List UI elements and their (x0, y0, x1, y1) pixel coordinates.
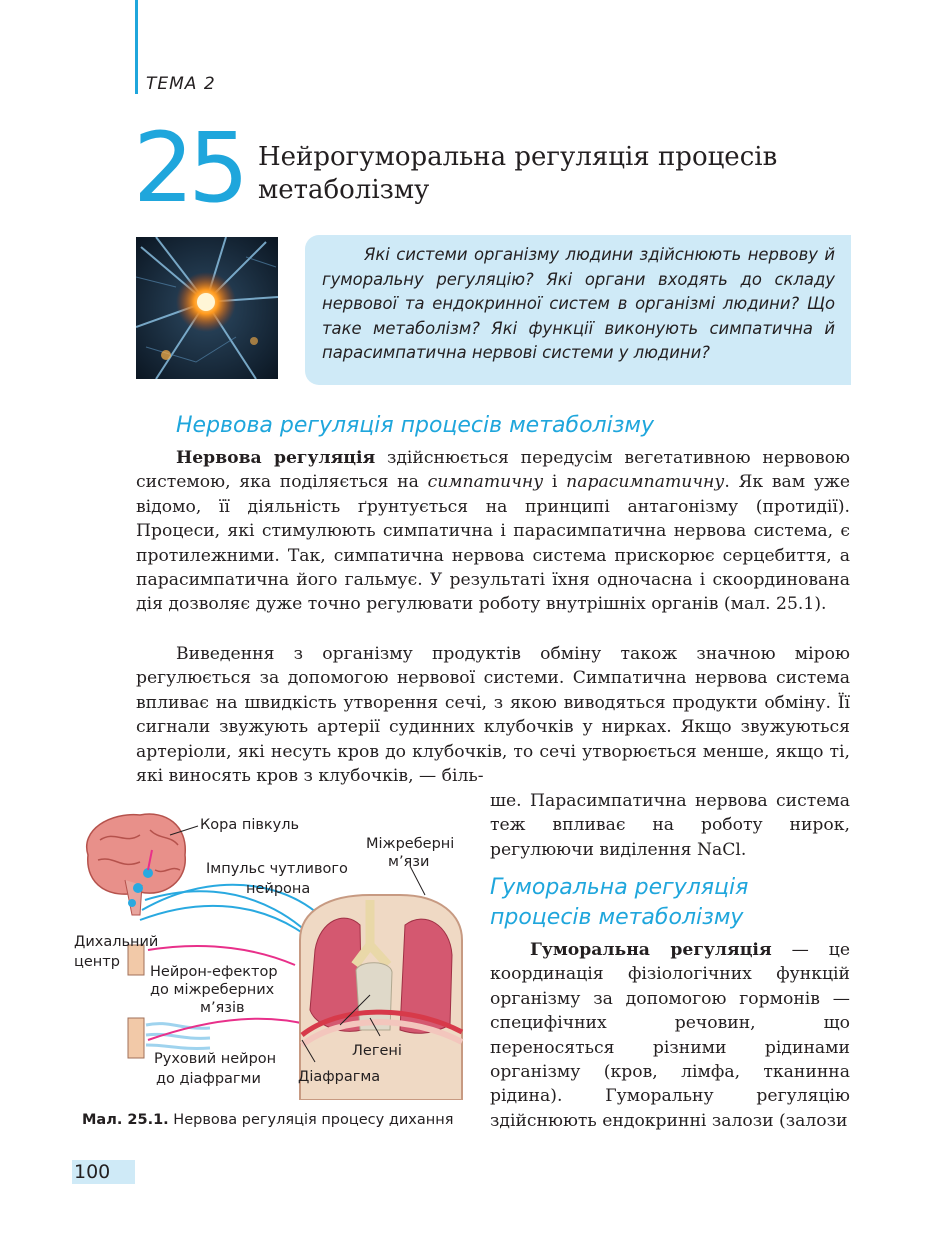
header-accent-bar (135, 0, 138, 94)
label-cortex: Кора півкуль (200, 817, 300, 833)
page-number: 100 (74, 1161, 111, 1183)
text: . Як вам уже відомо, її діяльність ґрунтується на принципі антагонізму (протидії). Процеси, які стимулюють симпатична і парасимпатична нервова система, є протилежними. Так, симпатична нервова система прискорює серцебиття, а парасимпатична його гальмує. У результаті їхня одночасна і скоординована дія дозволяє дуже точно регулювати роботу внутрішніх органів (мал. 25.1). (136, 472, 850, 615)
label-respiratory-line2: центр (74, 954, 120, 970)
label-effector-line3: м’язів (200, 1000, 245, 1016)
label-motor-line1: Руховий нейрон (154, 1051, 277, 1067)
term-humoral-regulation: Гуморальна регуляція (530, 940, 772, 960)
text: — це координація фізіологічних функцій організму за допомогою гормонів — специфічних речовин, що переносяться різними рідинами організму (кров, лімфа, тканинна рідина). Гуморальну регуляцію здійснюють ендокринні залози (залози (490, 940, 850, 1131)
caption-text: Нервова регуляція процесу дихання (168, 1112, 454, 1128)
heading-line: процесів метаболізму (490, 905, 744, 930)
term-sympathetic: симпатичну (427, 472, 544, 493)
label-respiratory-line1: Дихальний (74, 934, 159, 950)
label-effector-line1: Нейрон-ефектор (150, 964, 278, 980)
label-motor-line2: до діафрагми (156, 1071, 261, 1087)
spine-segments (128, 945, 210, 1058)
section-heading-humoral (490, 873, 748, 933)
term-parasympathetic: парасимпатичну (566, 472, 725, 493)
label-impulse-line1: Імпульс чутливого (206, 861, 348, 877)
lesson-title-line2: метаболізму (258, 175, 430, 205)
heading-line: Гуморальна регуляція (490, 875, 749, 900)
label-diaphragm: Діафрагма (298, 1069, 381, 1085)
figure-breathing-regulation (70, 800, 470, 1100)
text: і (543, 472, 567, 493)
label-impulse-line2: нейрона (246, 881, 311, 897)
paragraph-humoral-regulation (490, 938, 850, 1133)
label-intercostal-line1: Міжреберні (366, 836, 455, 852)
neuron-image (136, 237, 278, 379)
figure-caption (82, 1112, 453, 1128)
lesson-title-line1: Нейрогуморальна регуляція процесів (258, 142, 778, 172)
caption-number: Мал. 25.1. (82, 1112, 169, 1128)
page-number-box (72, 1160, 135, 1184)
brain-illustration (87, 814, 186, 915)
paragraph-excretion-continued: ше. Парасимпатична нервова система теж впливає на роботу нирок, регулюючи виділення NaCl. (490, 791, 850, 860)
lesson-title (258, 141, 777, 207)
label-lungs: Легені (352, 1043, 402, 1059)
term-nervous-regulation: Нервова регуляція (176, 448, 376, 468)
paragraph-excretion: Виведення з організму продуктів обміну також значною мірою регулюється за допомогою нервової системи. Симпатична нервова система впливає на швидкість утворення сечі, з якою виводяться продукти обміну. Її сигнали звужують артерії судинних клубочків у нирках. Якщо звужуються артеріоли, які несуть кров до клубочків, то сечі утворюється менше, якщо ті, які виносять кров з клубочків, — біль- (136, 644, 850, 787)
label-intercostal-line2: м’язи (388, 854, 430, 870)
section-heading-nervous: Нервова регуляція процесів метаболізму (176, 413, 655, 438)
text: здійснюється передусім вегетативною нервовою системою, яка поділяється на (136, 448, 851, 493)
section-label: ТЕМА 2 (146, 74, 216, 94)
label-effector-line2: до міжреберних (150, 982, 275, 998)
paragraph-nervous-regulation (136, 446, 850, 617)
intro-questions-text: Які системи організму людини здійснюють нервову й гуморальну регуляцію? Які органи входять до складу нервової та ендокринної систем в організмі людини? Що таке метаболізм? Які функції виконують симпатична й парасимпатична нервові системи у людини? (322, 245, 835, 363)
lesson-number: 25 (133, 112, 244, 224)
